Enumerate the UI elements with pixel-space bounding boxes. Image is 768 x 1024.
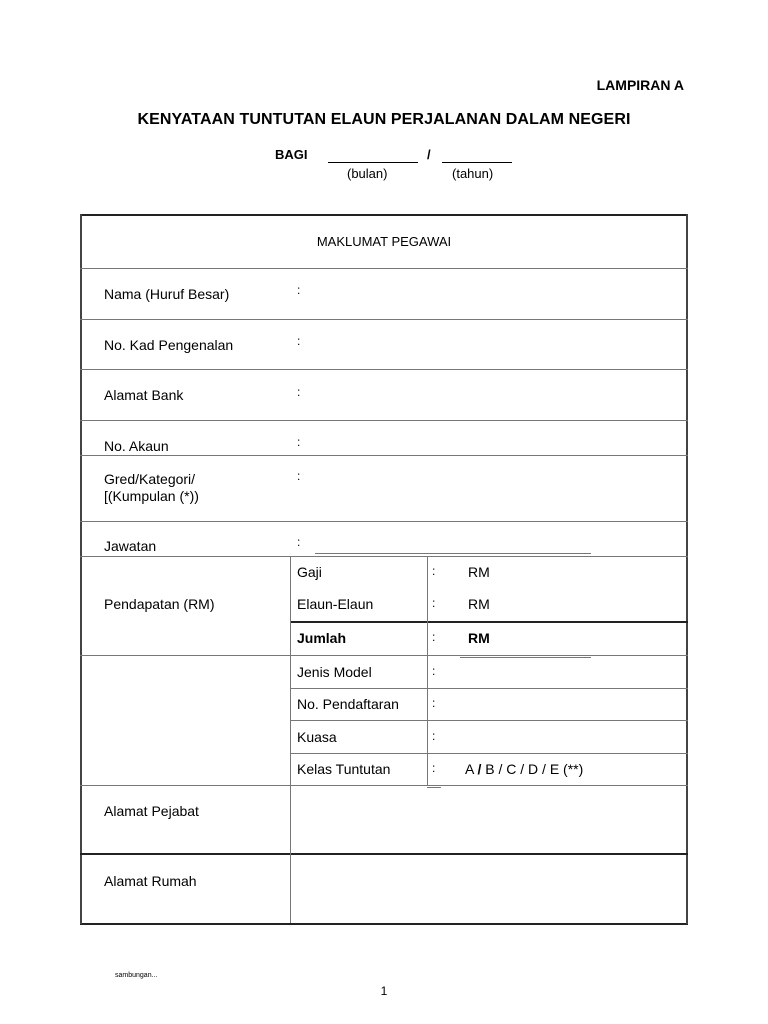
salary-input[interactable] (495, 560, 680, 584)
income-label: Pendapatan (RM) (104, 596, 215, 612)
office-address-label: Alamat Pejabat (104, 803, 199, 819)
year-blank-line[interactable] (442, 162, 512, 163)
appendix-label: LAMPIRAN A (596, 77, 684, 93)
vehicle-model-colon: : (432, 664, 436, 678)
vehicle-model-input[interactable] (445, 660, 680, 684)
total-label: Jumlah (297, 630, 347, 646)
sub-row-divider (290, 720, 688, 721)
name-colon: : (297, 283, 301, 297)
ic-number-input[interactable] (305, 336, 685, 362)
name-input[interactable] (305, 285, 685, 311)
allowances-currency: RM (468, 596, 490, 612)
row-divider (80, 785, 688, 786)
row-divider (80, 521, 688, 522)
sub-row-divider (290, 621, 688, 623)
sub-row-divider (315, 553, 591, 554)
ic-number-label: No. Kad Pengenalan (104, 337, 234, 353)
registration-input[interactable] (445, 692, 680, 716)
claim-class-others[interactable]: B / C / D / E (**) (485, 761, 584, 777)
row-divider (80, 655, 688, 656)
salary-label: Gaji (297, 564, 322, 580)
allowances-label: Elaun-Elaun (297, 596, 374, 612)
grade-input[interactable] (305, 465, 685, 515)
table-left-border (80, 214, 82, 924)
position-colon: : (297, 535, 301, 549)
salary-currency: RM (468, 564, 490, 580)
grade-colon: : (297, 469, 301, 483)
date-separator: / (427, 147, 431, 162)
name-label: Nama (Huruf Besar) (104, 286, 230, 302)
row-divider (80, 853, 688, 855)
total-currency: RM (468, 630, 490, 646)
continuation-note: sambungan... (115, 972, 158, 979)
engine-power-input[interactable] (445, 725, 680, 749)
page-number: 1 (380, 984, 388, 998)
salary-colon: : (432, 564, 436, 578)
office-address-input[interactable] (297, 792, 682, 848)
position-label: Jawatan (104, 538, 157, 554)
section-title: MAKLUMAT PEGAWAI (316, 234, 452, 249)
month-blank-line[interactable] (328, 162, 418, 163)
claim-class-slash: / (477, 761, 482, 777)
account-number-colon: : (297, 435, 301, 449)
document-title: KENYATAAN TUNTUTAN ELAUN PERJALANAN DALAM NEGERI (137, 111, 631, 128)
account-number-input[interactable] (305, 428, 685, 452)
month-caption: (bulan) (347, 166, 388, 181)
total-colon: : (432, 630, 436, 644)
table-right-border (686, 214, 688, 924)
ic-number-colon: : (297, 334, 301, 348)
allowances-input[interactable] (495, 592, 680, 616)
row-divider (80, 556, 688, 557)
registration-label: No. Pendaftaran (297, 696, 399, 712)
bank-address-colon: : (297, 385, 301, 399)
column-divider (290, 556, 291, 923)
claim-class-label: Kelas Tuntutan (297, 761, 391, 777)
row-divider (80, 268, 688, 269)
home-address-label: Alamat Rumah (104, 873, 197, 889)
row-divider (80, 319, 688, 320)
row-divider (80, 369, 688, 370)
allowances-colon: : (432, 596, 436, 610)
year-caption: (tahun) (452, 166, 494, 181)
claim-class-options[interactable] (465, 761, 583, 777)
total-input[interactable] (495, 626, 680, 650)
engine-power-label: Kuasa (297, 729, 337, 745)
table-bottom-border (80, 923, 688, 925)
sub-row-divider (290, 688, 688, 689)
bank-address-label: Alamat Bank (104, 387, 184, 403)
sub-row-divider (427, 787, 441, 788)
row-divider (80, 455, 688, 456)
home-address-input[interactable] (297, 860, 682, 918)
position-input[interactable] (305, 530, 685, 552)
column-divider (427, 556, 428, 785)
claim-class-colon: : (432, 761, 436, 775)
grade-label-line1: Gred/Kategori/ (104, 471, 196, 487)
row-divider (80, 420, 688, 421)
grade-label-line2: [(Kumpulan (*)) (104, 488, 199, 504)
table-top-border (80, 214, 688, 216)
account-number-label: No. Akaun (104, 438, 169, 454)
bank-address-input[interactable] (305, 386, 685, 412)
sub-row-divider (290, 753, 688, 754)
vehicle-model-label: Jenis Model (297, 664, 372, 680)
registration-colon: : (432, 696, 436, 710)
engine-power-colon: : (432, 729, 436, 743)
bagi-label: BAGI (275, 147, 308, 162)
sub-row-divider (460, 657, 591, 658)
claim-class-a[interactable]: A (465, 761, 474, 777)
